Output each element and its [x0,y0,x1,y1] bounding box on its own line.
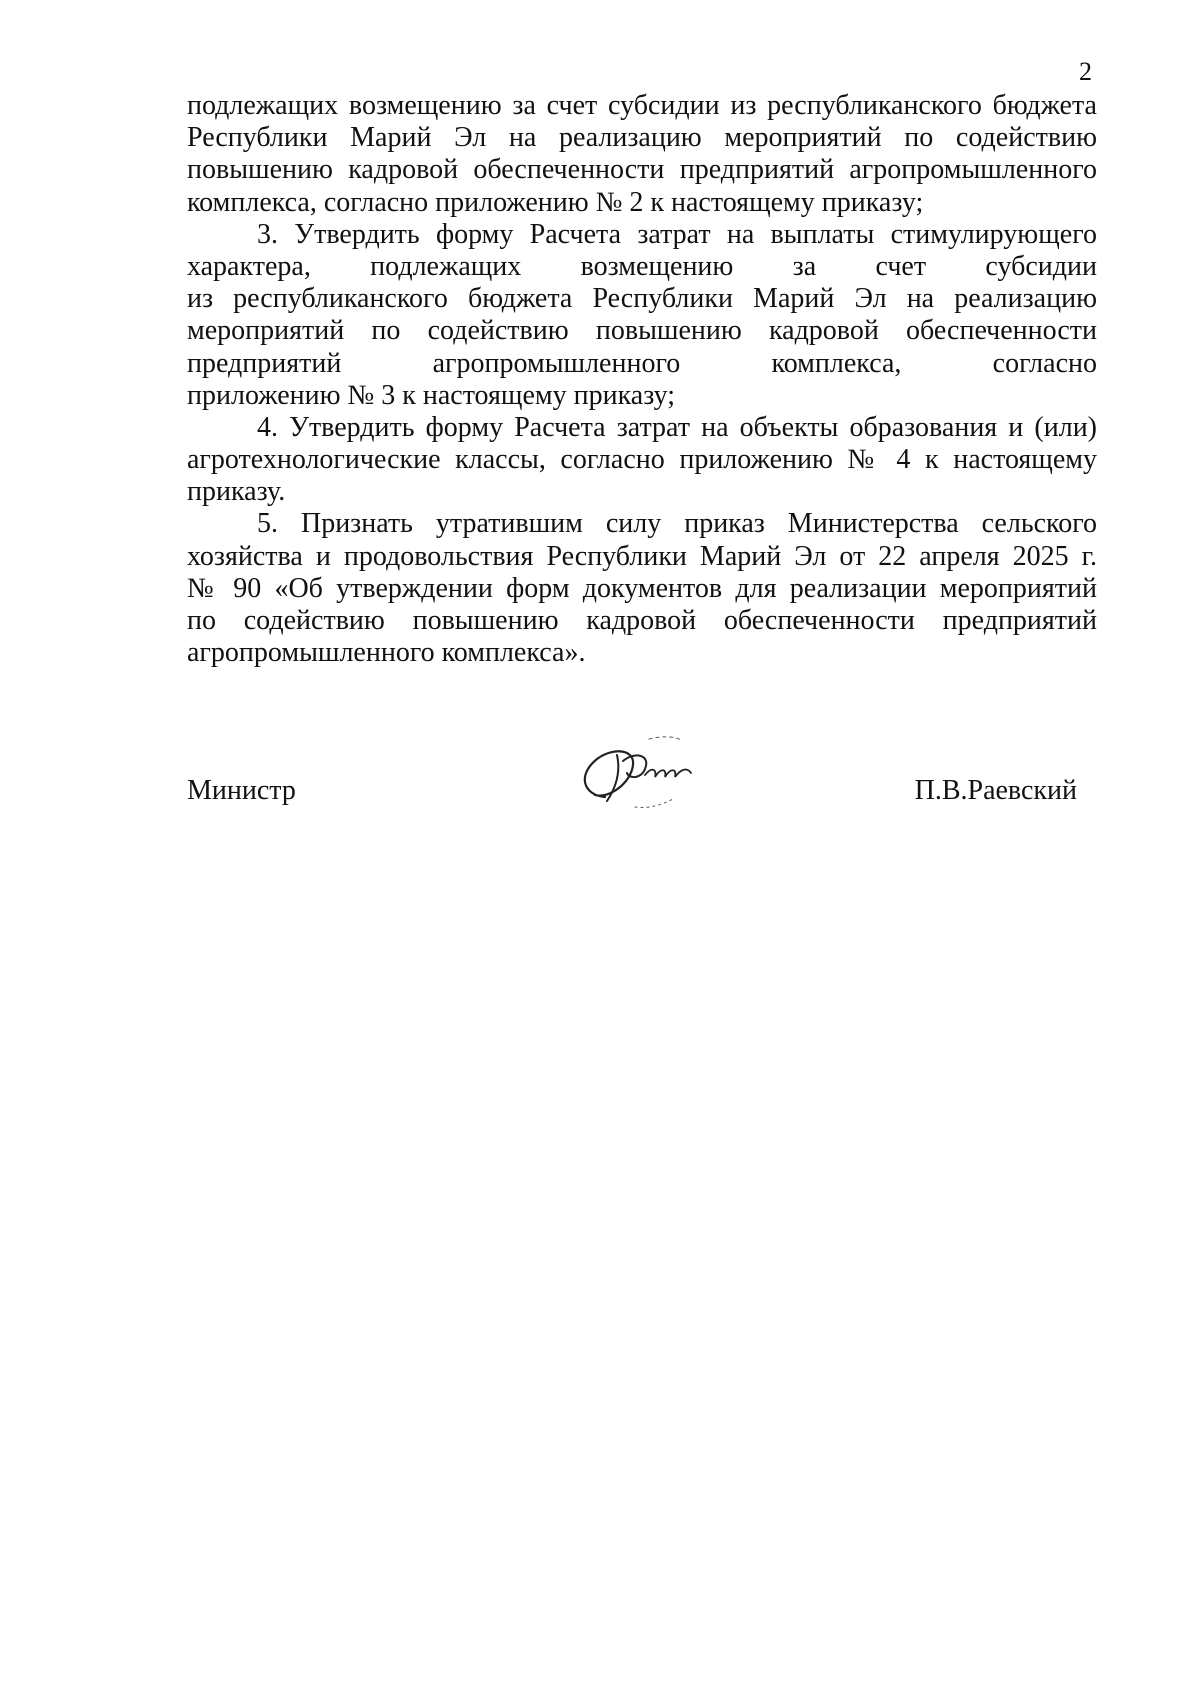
text-line: мероприятий по содействию повышению кадровой обеспеченности [187,315,1097,347]
text-line: характера, подлежащих возмещению за счет субсидии [187,250,1097,282]
text-line: агротехнологические классы, согласно приложению № 4 к настоящему [187,444,1097,476]
text-line: из республиканского бюджета Республики Марий Эл на реализацию [187,283,1097,315]
text-line: 5. Признать утратившим силу приказ Министерства сельского [257,508,1097,540]
document-body [187,90,1097,669]
text-line: № 90 «Об утверждении форм документов для реализации мероприятий [187,572,1097,604]
page-number: 2 [1079,57,1092,86]
text-line: агропромышленного комплекса». [187,637,586,669]
text-line: хозяйства и продовольствия Республики Марий Эл от 22 апреля 2025 г. [187,540,1097,572]
signatory-name: П.В.Раевский [914,775,1077,806]
text-line: предприятий агропромышленного комплекса, согласно [187,347,1097,379]
handwritten-signature [565,725,725,820]
text-line: приказу. [187,476,286,508]
text-line: 3. Утвердить форму Расчета затрат на выплаты стимулирующего [257,218,1097,250]
text-line: комплекса, согласно приложению № 2 к настоящему приказу; [187,186,924,218]
text-line: Республики Марий Эл на реализацию мероприятий по содействию [187,122,1097,154]
text-line: 4. Утвердить форму Расчета затрат на объекты образования и (или) [257,411,1097,443]
text-line: подлежащих возмещению за счет субсидии из республиканского бюджета [187,90,1097,121]
text-line: приложению № 3 к настоящему приказу; [187,379,676,411]
text-line: по содействию повышению кадровой обеспеченности предприятий [187,605,1097,636]
signatory-title: Министр [187,775,296,806]
text-line: повышению кадровой обеспеченности предприятий агропромышленного [187,154,1097,186]
